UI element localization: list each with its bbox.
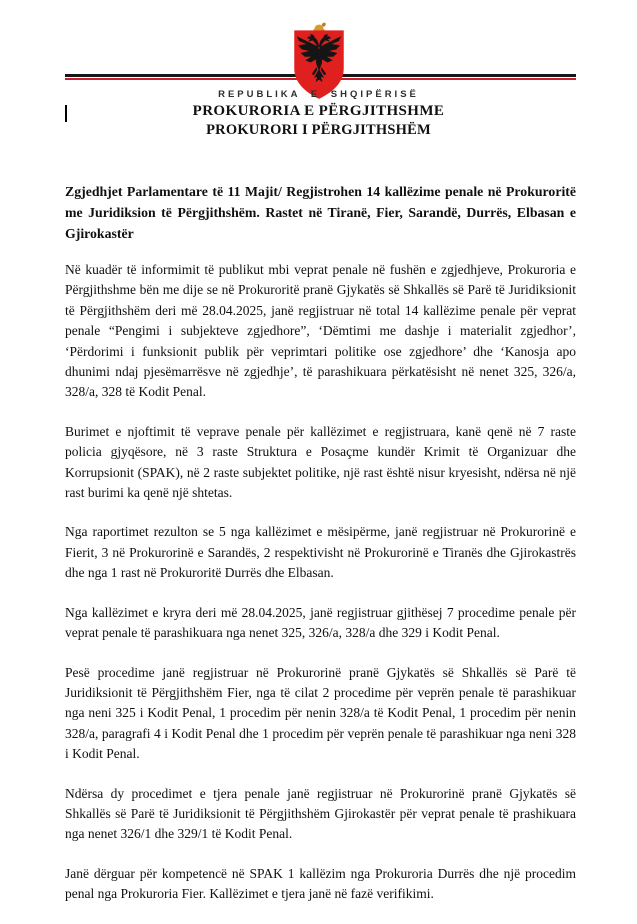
paragraph-4: Nga kallëzimet e kryra deri më 28.04.2025, janë regjistruar gjithësej 7 procedime penale për veprat penale të parashikuara nga nenet 325, 326/a, 328/a dhe 329 i Kodit Penal. (65, 604, 576, 641)
skanderbeg-helmet-icon (313, 23, 325, 31)
press-release-body (65, 181, 576, 924)
institution-title: PROKURORIA E PËRGJITHSHME (192, 103, 445, 119)
text-cursor-mark (65, 105, 67, 122)
letterhead (0, 89, 637, 139)
paragraph-3: Nga raportimet rezulton se 5 nga kallëzimet e mësipërme, janë regjistruar në Prokurorinë e Fierit, 3 në Prokurorinë e Sarandës, 2 respektivisht në Prokurorinë e Tiranës dhe Gjirokastrës dhe nga 1 rast në Prokuroritë Durrës dhe Elbasan. (65, 524, 576, 581)
paragraph-1: Në kuadër të informimit të publikut mbi veprat penale në fushën e zgjedhjeve, Prokuroria e Përgjithshme bën me dije se në Prokuroritë pranë Gjykatës së Shkallës së Parë të Juridiksionit të Përgjithshëm deri më 28.04.2025, janë regjistruar në total 14 kallëzime penale për veprat penale “Pengimi i subjekteve zgjedhore”, ‘Dëmtimi me dashje i materialit zgjedhor’, ‘Përdorimi i funksionit publik për veprimtari politike ose zgjedhore’ dhe ‘Kanosja apo dhunimi ndaj pjesëmarrësve në zgjedhje’, të parashikuara përkatësisht në nenet 325, 326/a, 328/a, 328 të Kodit Penal. (65, 262, 576, 400)
paragraph-6: Ndërsa dy procedimet e tjera penale janë regjistruar në Prokurorinë pranë Gjykatës së Shkallës së Parë të Juridiksionit të Përgjithshëm Gjirokastër për veprat penale të prashikuara nga nenet 326/1 dhe 329/1 të Kodit Penal. (65, 785, 576, 842)
office-title: PROKURORI I PËRGJITHSHËM (206, 122, 431, 138)
republic-title: REPUBLIKA E SHQIPËRISË (218, 89, 419, 100)
press-release-title: Zgjedhjet Parlamentare të 11 Majit/ Regjistrohen 14 kallëzime penale në Prokuroritë me Juridiksion të Përgjithshëm. Rastet në Tiranë, Fier, Sarandë, Durrës, Elbasan e Gjirokastër (65, 184, 576, 241)
paragraph-7: Janë dërguar për kompetencë në SPAK 1 kallëzim nga Prokuroria Durrës dhe një procedim penal nga Prokuroria Fier. Kallëzimet e tjera janë në fazë verifikimi. (65, 865, 576, 902)
paragraph-5: Pesë procedime janë regjistruar në Prokurorinë pranë Gjykatës së Shkallës së Parë të Juridiksionit të Përgjithshëm Fier, nga të cilat 2 procedime për veprën penale të parashikuar nga neni 325 i Kodit Penal, 1 procedim për nenin 328/a të Kodit Penal, 1 procedim për nenin 328/a, paragrafi 4 i Kodit Penal dhe 1 procedim për veprën penale të parashikuar nga neni 328 i Kodit Penal. (65, 664, 576, 762)
paragraph-2: Burimet e njoftimit të veprave penale për kallëzimet e regjistruara, kanë qenë në 7 raste policia gjyqësore, në 3 raste Struktura e Posaçme kundër Krimit të Organizuar dhe Korrupsionit (SPAK), në 2 raste subjektet politike, një rast është nisur kryesisht, ndërsa në një rast burimi ka qenë një shtetas. (65, 423, 576, 501)
